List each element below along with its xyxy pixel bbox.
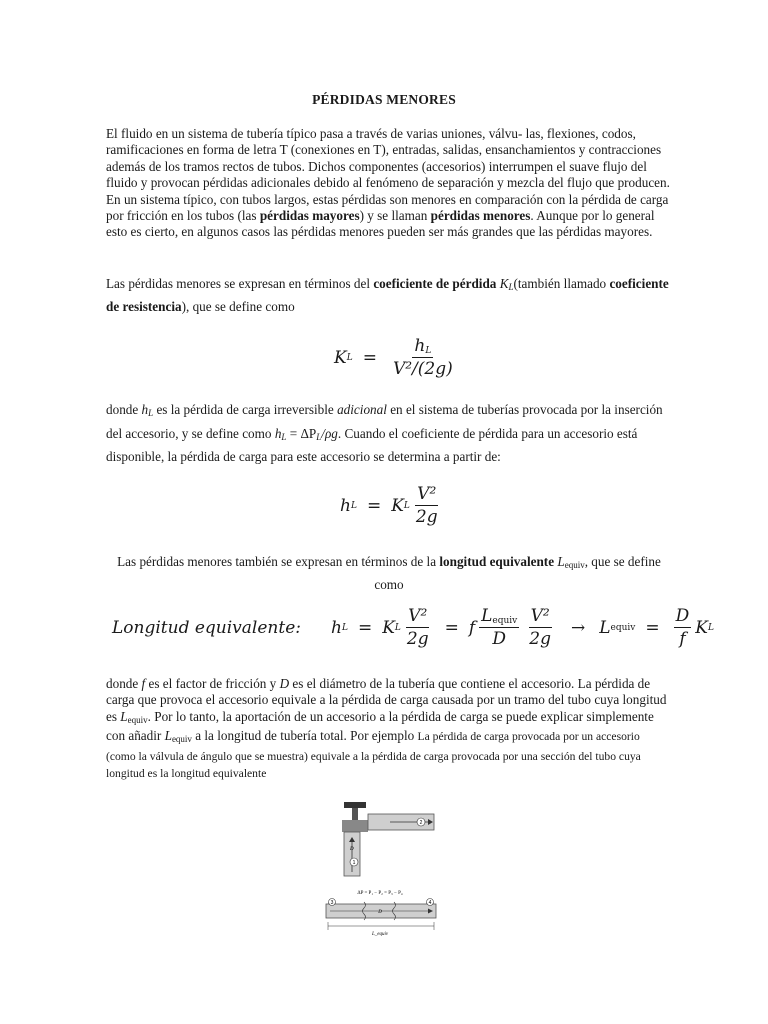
svg-text:D: D bbox=[378, 910, 382, 915]
fraction: $\frac{D}{f}$ bbox=[675, 606, 690, 649]
angle-valve-figure bbox=[320, 800, 440, 940]
paragraph-equivalent-length: Las pérdidas menores también se expresan en términos de la longitud equivalente $L_{equiv}$, que se define como bbox=[117, 554, 661, 592]
bold-term: coeficiente de pérdida bbox=[373, 276, 497, 291]
svg-text:ΔP = P₁ − P₂ = P₃ − P₄: ΔP = P₁ − P₂ = P₃ − P₄ bbox=[357, 891, 403, 896]
fraction: $\frac{\text{V²}}{2g}$ bbox=[529, 606, 551, 649]
bold-term: pérdidas menores bbox=[430, 208, 531, 224]
paragraph-intro: El fluido en un sistema de tubería típico pasa a través de varias uniones, válvu- las, flexiones, codos, ramificaciones en forma de letra T (conexiones en T), entradas, salidas, ensanchamientos y contracciones además de los tramos rectos de tubos. Dichos componentes (accesorios) interrumpen el suave flujo del fluido y provocan pérdidas adicionales debido al fenómeno de separación y mezcla del flujo que producen. En un sistema típico, con tubos largos, estas pérdidas son menores en comparación con la pérdida de carga por fricción en los tubos (las pérdidas mayores) y se llaman pérdidas menores. Aunque por lo general esto es cierto, en algunos casos las pérdidas menores pueden ser más grandes que las pérdidas mayores. bbox=[106, 126, 670, 240]
paragraph-loss-coefficient: Las pérdidas menores se expresan en términos del coeficiente de pérdida $K_L(también$ llamado coeficiente de resistencia), que se define como bbox=[106, 276, 669, 314]
fraction: $\frac{h_L}{\text{V²/(2g)}}$ bbox=[392, 336, 453, 379]
paragraph-head-loss: donde $h_L$ es la pérdida de carga irreversible adicional en el sistema de tuberías provocada por la inserción del accesorio, y se define como $h_L = \Delta P_L/\rho g$. Cuando el coeficiente de pérdida para un accesorio está disponible, la pérdida de carga para este accesorio se determina a partir de: bbox=[106, 402, 663, 464]
valve-stem-icon bbox=[352, 808, 358, 822]
equation-loss-coefficient: K L = $\frac{h_L}{\text{V²/(2g)}}$ bbox=[334, 336, 453, 379]
fraction: $\frac{L_{equiv}}{D}$ bbox=[481, 606, 518, 649]
fraction: $\frac{\text{V²}}{2g}$ bbox=[406, 606, 429, 649]
valve-body-icon bbox=[342, 820, 368, 832]
svg-text:2: 2 bbox=[419, 820, 423, 826]
fraction: $\frac{\text{V²}}{2g}$ bbox=[415, 484, 438, 527]
bold-term: longitud equivalente bbox=[439, 554, 555, 569]
svg-text:L_equiv: L_equiv bbox=[371, 932, 389, 937]
svg-text:4: 4 bbox=[428, 900, 432, 906]
bold-term: pérdidas mayores bbox=[259, 208, 360, 224]
valve-handle-icon bbox=[344, 802, 366, 808]
equation-equivalent-length: Longitud equivalente: h L = K L $\frac{\text{V²}}{2g}$ = f $\frac{L_{equiv}}{D}$ $\frac{\text{V²}}{2g}$ → L equiv = $\frac{D}{f}$ K L bbox=[112, 606, 714, 649]
svg-text:3: 3 bbox=[330, 900, 334, 906]
equation-head-loss: h L = K L $\frac{\text{V²}}{2g}$ bbox=[340, 484, 438, 527]
bold-term: coeficiente de resistencia bbox=[106, 276, 669, 314]
svg-text:D: D bbox=[350, 847, 354, 852]
page-title: PÉRDIDAS MENORES bbox=[312, 92, 456, 107]
svg-text:1: 1 bbox=[352, 860, 356, 866]
paragraph-friction-explanation: donde f es el factor de fricción y D es el diámetro de la tubería que contiene el accesorio. La pérdida de carga que provoca el accesorio equivale a la pérdida de carga causada por un tramo del tubo cuya longitud es $L_{equiv}$. Por lo tanto, la aportación de un accesorio a la pérdida de carga se puede explicar simplemente con añadir $L_{equiv}$ a la longitud de tubería total. Por ejemplo La pérdida de carga provocada por un accesorio (como la válvula de ángulo que se muestra) equivale a la pérdida de carga provocada por una sección del tubo cuya longitud es la longitud equivalente bbox=[106, 676, 667, 781]
